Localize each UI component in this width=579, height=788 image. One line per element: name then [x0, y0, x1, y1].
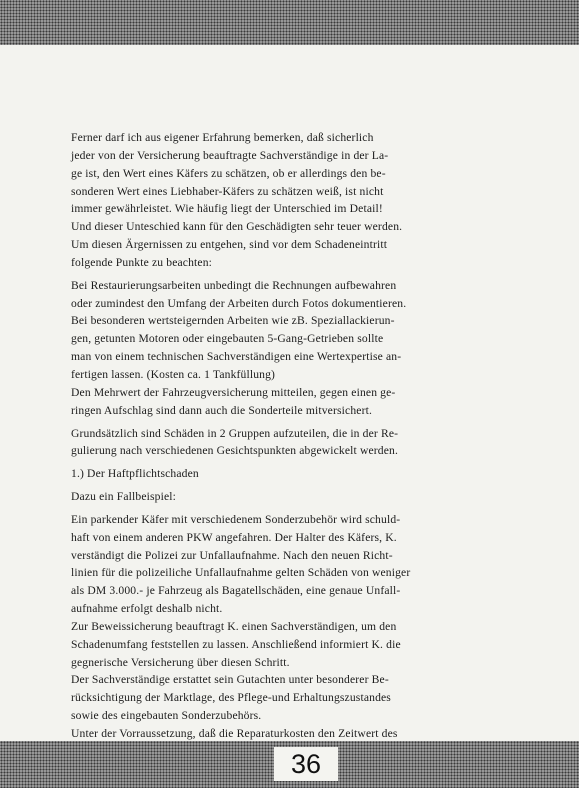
text-line: als DM 3.000.- je Fahrzeug als Bagatellschäden, eine genaue Unfall-: [71, 584, 401, 598]
paragraph: [71, 488, 499, 506]
text-line: Unter der Vorraussetzung, daß die Reparaturkosten den Zeitwert des: [71, 727, 398, 740]
text-line: Den Mehrwert der Fahrzeugversicherung mitteilen, gegen einen ge-: [71, 385, 396, 399]
text-line: gegnerische Versicherung über diesen Schritt.: [71, 655, 290, 669]
text-line: sowie des eingebauten Sonderzubehörs.: [71, 709, 262, 723]
body-text: [71, 129, 499, 743]
text-line: verständigt die Polizei zur Unfallaufnahme. Nach den neuen Richt-: [71, 548, 393, 562]
page-number: 36: [274, 747, 338, 781]
text-line: Schadenumfang feststellen zu lassen. Anschließend informiert K. die: [71, 637, 401, 651]
text-line: Ein parkender Käfer mit verschiedenem Sonderzubehör wird schuld-: [71, 512, 401, 526]
section-heading: [71, 465, 499, 483]
text-line: sonderen Wert eines Liebhaber-Käfers zu schätzen weiß, ist nicht: [71, 184, 384, 198]
text-line: Zur Beweissicherung beauftragt K. einen Sachverständigen, um den: [71, 619, 397, 633]
text-line: Um diesen Ärgernissen zu entgehen, sind vor dem Schadeneintritt: [71, 238, 388, 252]
paragraph: [71, 511, 499, 743]
paragraph: [71, 277, 499, 420]
text-line: Und dieser Unteschied kann für den Geschädigten sehr teuer werden.: [71, 220, 403, 234]
text-line: aufnahme erfolgt deshalb nicht.: [71, 602, 223, 616]
text-line: haft von einem anderen PKW angefahren. Der Halter des Käfers, K.: [71, 530, 397, 544]
text-line: man von einem technischen Sachverständigen eine Wertexpertise an-: [71, 350, 402, 364]
text-line: Der Sachverständige erstattet sein Gutachten unter besonderer Be-: [71, 673, 389, 687]
text-line: Ferner darf ich aus eigener Erfahrung bemerken, daß sicherlich: [71, 131, 374, 144]
text-line: jeder von der Versicherung beauftragte Sachverständige in der La-: [71, 148, 389, 162]
text-line: rücksichtigung der Marktlage, des Pflege-und Erhaltungszustandes: [71, 691, 391, 705]
text-line: Dazu ein Fallbeispiel:: [71, 490, 177, 504]
text-line: linien für die polizeiliche Unfallaufnahme gelten Schäden von weniger: [71, 566, 411, 580]
document-page: [0, 45, 579, 741]
text-line: Bei Restaurierungsarbeiten unbedingt die Rechnungen aufbewahren: [71, 278, 397, 292]
text-line: ge ist, den Wert eines Käfers zu schätzen, ob er allerdings den be-: [71, 166, 386, 180]
text-line: 1.) Der Haftpflichtschaden: [71, 467, 199, 481]
top-halftone-band: [0, 0, 579, 45]
text-line: gulierung nach verschiedenen Gesichtspunkten abgewickelt werden.: [71, 444, 399, 458]
text-line: folgende Punkte zu beachten:: [71, 255, 213, 269]
text-line: Bei besonderen wertsteigernden Arbeiten wie zB. Speziallackierun-: [71, 314, 395, 328]
paragraph: [71, 425, 499, 461]
text-line: oder zumindest den Umfang der Arbeiten durch Fotos dokumentieren.: [71, 296, 407, 310]
text-line: gen, getunten Motoren oder eingebauten 5-Gang-Getrieben sollte: [71, 332, 384, 346]
paragraph: [71, 129, 499, 272]
text-line: fertigen lassen. (Kosten ca. 1 Tankfüllung): [71, 367, 276, 381]
text-line: ringen Aufschlag sind dann auch die Sonderteile mitversichert.: [71, 403, 372, 417]
text-line: immer gewährleistet. Wie häufig liegt der Unterschied im Detail!: [71, 202, 383, 216]
text-line: Grundsätzlich sind Schäden in 2 Gruppen aufzuteilen, die in der Re-: [71, 426, 399, 440]
